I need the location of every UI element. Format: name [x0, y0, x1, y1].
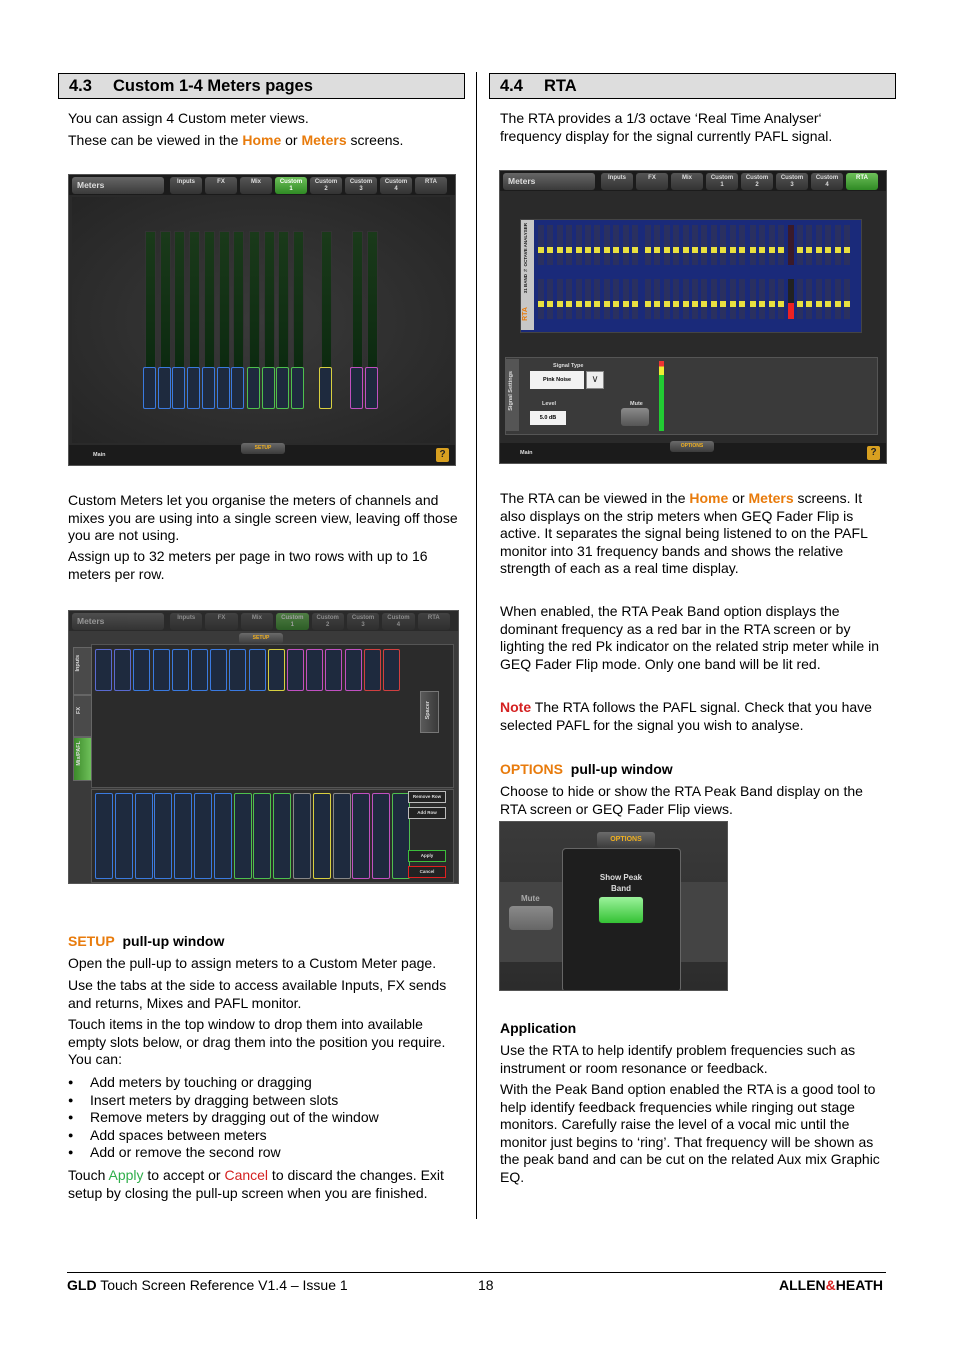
main-label: Main	[520, 450, 533, 456]
text: screens.	[346, 132, 404, 148]
rta-band-bar	[720, 225, 726, 265]
paragraph	[68, 1167, 453, 1202]
keyword-home: Home	[689, 490, 729, 506]
column-divider	[476, 72, 477, 1219]
setup-pill[interactable]: SETUP	[241, 443, 285, 454]
rta-band-bar	[816, 279, 822, 319]
rta-band-bar	[739, 225, 745, 265]
tab-fx[interactable]: FX	[205, 613, 237, 630]
text: The RTA can be viewed in the	[500, 490, 690, 506]
channel-strip[interactable]	[172, 367, 185, 409]
tab-custom-1[interactable]: Custom 1	[276, 613, 308, 630]
page-number: 18	[478, 1277, 494, 1293]
options-heading	[500, 761, 885, 779]
channel-strip[interactable]	[345, 649, 362, 691]
tab-rta[interactable]: RTA	[418, 613, 450, 630]
text: The RTA follows the PAFL signal. Check that you have selected PAFL for the signal you wish to analyse.	[500, 699, 872, 733]
help-icon[interactable]: ?	[436, 448, 449, 462]
rta-band-bar	[720, 279, 726, 319]
channel-strip[interactable]	[268, 649, 285, 691]
tab-rta[interactable]: RTA	[846, 173, 878, 190]
rta-band-bar	[788, 279, 794, 319]
brand-logo	[779, 1277, 883, 1293]
tab-fx[interactable]: FX	[636, 173, 668, 190]
meters-title: Meters	[72, 613, 164, 630]
meters-title: Meters	[72, 177, 164, 194]
help-icon[interactable]: ?	[867, 446, 880, 460]
product-name: GLD	[67, 1277, 97, 1293]
rta-band-bar	[623, 279, 629, 319]
channel-strip[interactable]	[95, 649, 112, 691]
tab-inputs[interactable]: Inputs	[601, 173, 633, 190]
brand-text: HEATH	[835, 1277, 883, 1293]
rta-band-bar	[806, 279, 812, 319]
signal-type-select[interactable]: Pink Noise	[530, 371, 584, 389]
rta-title: 31 BAND ⅓ OCTAVE ANALYSER	[523, 223, 528, 294]
screenshot-custom-meters	[68, 174, 456, 466]
rta-band-bar	[654, 279, 660, 319]
rta-band-bar	[623, 225, 629, 265]
channel-strip[interactable]	[383, 649, 400, 691]
rta-band-bar	[547, 225, 553, 265]
tab-custom-2[interactable]: Custom 2	[312, 613, 344, 630]
rta-label: RTA	[522, 307, 529, 321]
rta-band-bar	[585, 279, 591, 319]
tab-mix[interactable]: Mix	[240, 177, 272, 194]
channel-strip[interactable]	[247, 367, 260, 409]
rta-band-bar	[613, 279, 619, 319]
channel-strip[interactable]	[234, 793, 252, 879]
channel-strip[interactable]	[191, 649, 208, 691]
section-header-custom-meters	[58, 73, 465, 99]
rta-band-bar	[664, 279, 670, 319]
chevron-down-icon[interactable]: ∨	[586, 371, 604, 389]
rta-band-bar	[604, 225, 610, 265]
level-label: Level	[542, 401, 557, 407]
level-meter	[321, 231, 332, 368]
channel-strip[interactable]	[287, 649, 304, 691]
channel-strip[interactable]	[217, 367, 230, 409]
paragraph: Custom Meters let you organise the meters of channels and mixes you are using into a single screen view, leaving off those you are not using.	[68, 492, 458, 543]
channel-strip[interactable]	[143, 367, 156, 409]
channel-strip[interactable]	[325, 649, 342, 691]
rta-band-bar	[778, 225, 784, 265]
channel-strip[interactable]	[187, 367, 200, 409]
rta-band-bar	[701, 225, 707, 265]
tab-custom-4[interactable]: Custom 4	[811, 173, 843, 190]
side-tab-fx[interactable]	[73, 695, 92, 737]
level-input[interactable]: 5.0 dB	[530, 411, 566, 425]
rta-band-bar	[645, 225, 651, 265]
rta-band-bar	[816, 225, 822, 265]
rta-band-bar	[594, 225, 600, 265]
channel-strip[interactable]	[172, 649, 189, 691]
add-row-button[interactable]: Add Row	[408, 807, 446, 819]
rta-band-bar	[576, 279, 582, 319]
rta-band-bar	[632, 225, 638, 265]
level-meter	[174, 231, 185, 368]
rta-band-bar	[613, 225, 619, 265]
rta-band-bar	[806, 225, 812, 265]
section-number: 4.3	[69, 77, 92, 95]
screenshot-setup-window	[68, 610, 459, 884]
level-meter	[249, 231, 260, 368]
footer-rule	[67, 1272, 886, 1273]
rta-band-bar	[788, 225, 794, 265]
list-item: ● Add spaces between meters	[68, 1127, 463, 1145]
tab-custom-3[interactable]: Custom 3	[345, 177, 377, 194]
signal-type-label: Signal Type	[553, 363, 584, 369]
list-item: ● Remove meters by dragging out of the window	[68, 1109, 463, 1127]
rta-band-bar	[566, 225, 572, 265]
level-meter	[233, 231, 244, 368]
side-tab-label: Mix/PAFL	[76, 741, 82, 766]
rta-band-bar	[759, 225, 765, 265]
rta-band-bar	[778, 279, 784, 319]
cancel-button[interactable]: Cancel	[408, 866, 446, 878]
rta-band-bar	[844, 279, 850, 319]
channel-strip[interactable]	[262, 367, 275, 409]
text: to discard the changes. Exit setup by closing the pull-up screen when you are finished.	[68, 1167, 444, 1201]
keyword-meters: Meters	[748, 490, 794, 506]
paragraph: You can assign 4 Custom meter views.	[68, 110, 309, 126]
channel-strip[interactable]	[291, 367, 304, 409]
paragraph	[500, 490, 887, 578]
tab-custom-3[interactable]: Custom 3	[347, 613, 379, 630]
text: or	[728, 490, 749, 506]
footer-doc-title	[67, 1277, 348, 1293]
tab-rta[interactable]: RTA	[415, 177, 447, 194]
rta-band-bar	[683, 225, 689, 265]
keyword-home: Home	[242, 132, 282, 148]
channel-strip[interactable]	[249, 649, 266, 691]
rta-band-bar	[585, 225, 591, 265]
paragraph: Assign up to 32 meters per page in two rows with up to 16 meters per row.	[68, 548, 428, 582]
rta-band-bar	[835, 279, 841, 319]
options-pill[interactable]: OPTIONS	[597, 832, 655, 848]
tab-custom-1[interactable]: Custom 1	[275, 177, 307, 194]
rta-band-bar	[825, 279, 831, 319]
rta-band-bar	[673, 279, 679, 319]
heading-text: pull-up window	[122, 933, 225, 949]
rta-band-bar	[692, 225, 698, 265]
channel-strip[interactable]	[158, 367, 171, 409]
rta-band-bar	[645, 279, 651, 319]
rta-band-bar	[769, 225, 775, 265]
paragraph: Choose to hide or show the RTA Peak Band display on the RTA screen or GEQ Fader Flip views.	[500, 783, 863, 817]
screenshot-rta	[499, 170, 887, 464]
level-meter	[204, 231, 215, 368]
level-meter	[219, 231, 230, 368]
note-paragraph	[500, 699, 880, 734]
channel-strip[interactable]	[154, 793, 172, 879]
channel-strip[interactable]	[306, 649, 323, 691]
rta-band-bar	[730, 279, 736, 319]
channel-strip[interactable]	[350, 367, 363, 409]
rta-band-bar	[825, 225, 831, 265]
channel-strip[interactable]	[365, 367, 378, 409]
doc-title: Touch Screen Reference V1.4 – Issue 1	[96, 1277, 348, 1293]
text: or	[281, 132, 302, 148]
channel-strip[interactable]	[214, 793, 232, 879]
tab-inputs[interactable]: Inputs	[170, 177, 202, 194]
side-tab-label: FX	[76, 707, 82, 715]
mute-button[interactable]	[509, 906, 553, 930]
channel-strip[interactable]	[133, 649, 150, 691]
channel-strip[interactable]	[229, 649, 246, 691]
rta-band-bar	[750, 279, 756, 319]
rta-band-bar	[769, 279, 775, 319]
keyword-meters: Meters	[301, 132, 347, 148]
level-meter	[264, 231, 275, 368]
tab-custom-3[interactable]: Custom 3	[776, 173, 808, 190]
tab-custom-2[interactable]: Custom 2	[310, 177, 342, 194]
text: Touch	[68, 1167, 109, 1183]
rta-band-bar	[692, 279, 698, 319]
channel-strip[interactable]	[153, 649, 170, 691]
channel-strip[interactable]	[114, 649, 131, 691]
tab-fx[interactable]: FX	[205, 177, 237, 194]
level-meter	[278, 231, 289, 368]
rta-band-bar	[632, 279, 638, 319]
rta-band-bar	[547, 279, 553, 319]
tab-custom-1[interactable]: Custom 1	[706, 173, 738, 190]
paragraph	[68, 132, 463, 150]
level-meter	[367, 231, 378, 368]
rta-band-bar	[739, 279, 745, 319]
options-pill[interactable]: OPTIONS	[670, 441, 714, 452]
tab-inputs[interactable]: Inputs	[170, 613, 202, 630]
channel-strip[interactable]	[364, 649, 381, 691]
show-peak-band-toggle[interactable]	[598, 896, 644, 924]
mute-label: Mute	[630, 401, 643, 407]
tab-mix[interactable]: Mix	[671, 173, 703, 190]
channel-strip[interactable]	[115, 793, 133, 879]
rta-band-bar	[557, 225, 563, 265]
rta-band-bar	[594, 279, 600, 319]
channel-strip[interactable]	[210, 649, 227, 691]
level-meter	[659, 361, 664, 431]
side-tab-label: Inputs	[75, 655, 81, 672]
tab-custom-4[interactable]: Custom 4	[382, 613, 414, 630]
text: screens. It also displays on the strip meters when GEQ Fader Flip is active. It separates the signal being listened to on the PAFL monitor into 31 frequency bands and shows the relative strength of each as a real time display.	[500, 490, 868, 576]
rta-band-bar	[701, 279, 707, 319]
brand-ampersand: &	[825, 1277, 836, 1293]
section-title: Custom 1-4 Meters pages	[113, 77, 313, 95]
rta-band-bar	[683, 279, 689, 319]
channel-strip[interactable]	[135, 793, 153, 879]
rta-band-bar	[835, 225, 841, 265]
brand-text: ALLEN	[779, 1277, 826, 1293]
section-header-rta	[489, 73, 896, 99]
signal-settings-label: Signal Settings	[508, 371, 514, 411]
keyword-apply: Apply	[108, 1167, 144, 1183]
rta-band-bar	[654, 225, 660, 265]
channel-strip[interactable]	[253, 793, 271, 879]
channel-strip[interactable]	[202, 367, 215, 409]
channel-strip[interactable]	[174, 793, 192, 879]
remove-row-button[interactable]: Remove Row	[408, 791, 446, 803]
text: These can be viewed in the	[68, 132, 243, 148]
rta-band-bar	[711, 279, 717, 319]
screenshot-options-window	[499, 821, 728, 991]
channel-strip[interactable]	[293, 793, 311, 879]
level-meter	[352, 231, 363, 368]
setup-heading	[68, 933, 463, 951]
channel-strip[interactable]	[231, 367, 244, 409]
apply-button[interactable]: Apply	[408, 850, 446, 862]
channel-strip[interactable]	[194, 793, 212, 879]
rta-band-bar	[797, 225, 803, 265]
level-meter	[293, 231, 304, 368]
paragraph: Touch items in the top window to drop them into available empty slots below, or drag them into the position you require. You can:	[68, 1016, 446, 1067]
rta-band-bar	[750, 225, 756, 265]
application-heading: Application	[500, 1020, 577, 1036]
level-meter	[189, 231, 200, 368]
rta-band-bar	[664, 225, 670, 265]
list-item: ● Insert meters by dragging between slots	[68, 1092, 463, 1110]
setup-pill[interactable]: SETUP	[239, 633, 283, 644]
paragraph: With the Peak Band option enabled the RTA is a good tool to help identify feedback frequencies while ringing out stage monitors. Carefully raise the level of a vocal mic until the monitor just begins to ‘ring’. That frequency will be shown as the peak band and can be cut on the related Aux mix Graphic EQ.	[500, 1081, 880, 1185]
level-meter	[160, 231, 171, 368]
tab-custom-4[interactable]: Custom 4	[380, 177, 412, 194]
channel-strip[interactable]	[333, 793, 351, 879]
rta-band-bar	[538, 279, 544, 319]
rta-band-bar	[557, 279, 563, 319]
tab-custom-2[interactable]: Custom 2	[741, 173, 773, 190]
tab-mix[interactable]: Mix	[241, 613, 273, 630]
rta-band-bar	[576, 225, 582, 265]
channel-strip[interactable]	[273, 793, 291, 879]
rta-band-bar	[566, 279, 572, 319]
show-peak-band-label: Show Peak Band	[599, 873, 643, 893]
note-label: Note	[500, 699, 532, 715]
channel-strip[interactable]	[95, 793, 113, 879]
rta-band-bar	[673, 225, 679, 265]
setup-keyword: SETUP	[68, 933, 115, 949]
channel-strip[interactable]	[372, 793, 390, 879]
paragraph: Use the tabs at the side to access available Inputs, FX sends and returns, Mixes and PAFL monitor.	[68, 977, 447, 1011]
level-meter	[145, 231, 156, 368]
channel-strip[interactable]	[352, 793, 370, 879]
keyword-cancel: Cancel	[224, 1167, 269, 1183]
section-number: 4.4	[500, 77, 523, 95]
rta-band-bar	[730, 225, 736, 265]
options-keyword: OPTIONS	[500, 761, 564, 777]
channel-strip[interactable]	[276, 367, 289, 409]
list-item: ● Add meters by touching or dragging	[68, 1074, 463, 1092]
rta-band-bar	[759, 279, 765, 319]
rta-band-bar	[711, 225, 717, 265]
section-title: RTA	[544, 77, 577, 95]
paragraph: The RTA provides a 1/3 octave ‘Real Time Analyser‘ frequency display for the signal currently PAFL signal.	[500, 110, 833, 144]
paragraph: When enabled, the RTA Peak Band option displays the dominant frequency as a red bar in the RTA screen or by lighting the red Pk indicator on the related strip meter while in GEQ Fader Flip mode. Only one band will be lit red.	[500, 603, 879, 672]
meters-title: Meters	[503, 173, 595, 190]
heading-text: pull-up window	[570, 761, 673, 777]
mute-button[interactable]	[621, 408, 649, 426]
channel-strip[interactable]	[319, 367, 332, 409]
mute-label: Mute	[521, 894, 540, 903]
rta-band-bar	[604, 279, 610, 319]
rta-band-bar	[797, 279, 803, 319]
bullet-list	[68, 1074, 463, 1162]
channel-strip[interactable]	[313, 793, 331, 879]
spacer-label: Spacer	[425, 701, 431, 720]
rta-band-bar	[538, 225, 544, 265]
list-item: ● Add or remove the second row	[68, 1144, 463, 1162]
paragraph: Open the pull-up to assign meters to a Custom Meter page.	[68, 955, 437, 971]
paragraph: Use the RTA to help identify problem frequencies such as instrument or room resonance or feedback.	[500, 1042, 856, 1076]
text: to accept or	[143, 1167, 225, 1183]
rta-band-bar	[844, 225, 850, 265]
main-label: Main	[93, 452, 106, 458]
